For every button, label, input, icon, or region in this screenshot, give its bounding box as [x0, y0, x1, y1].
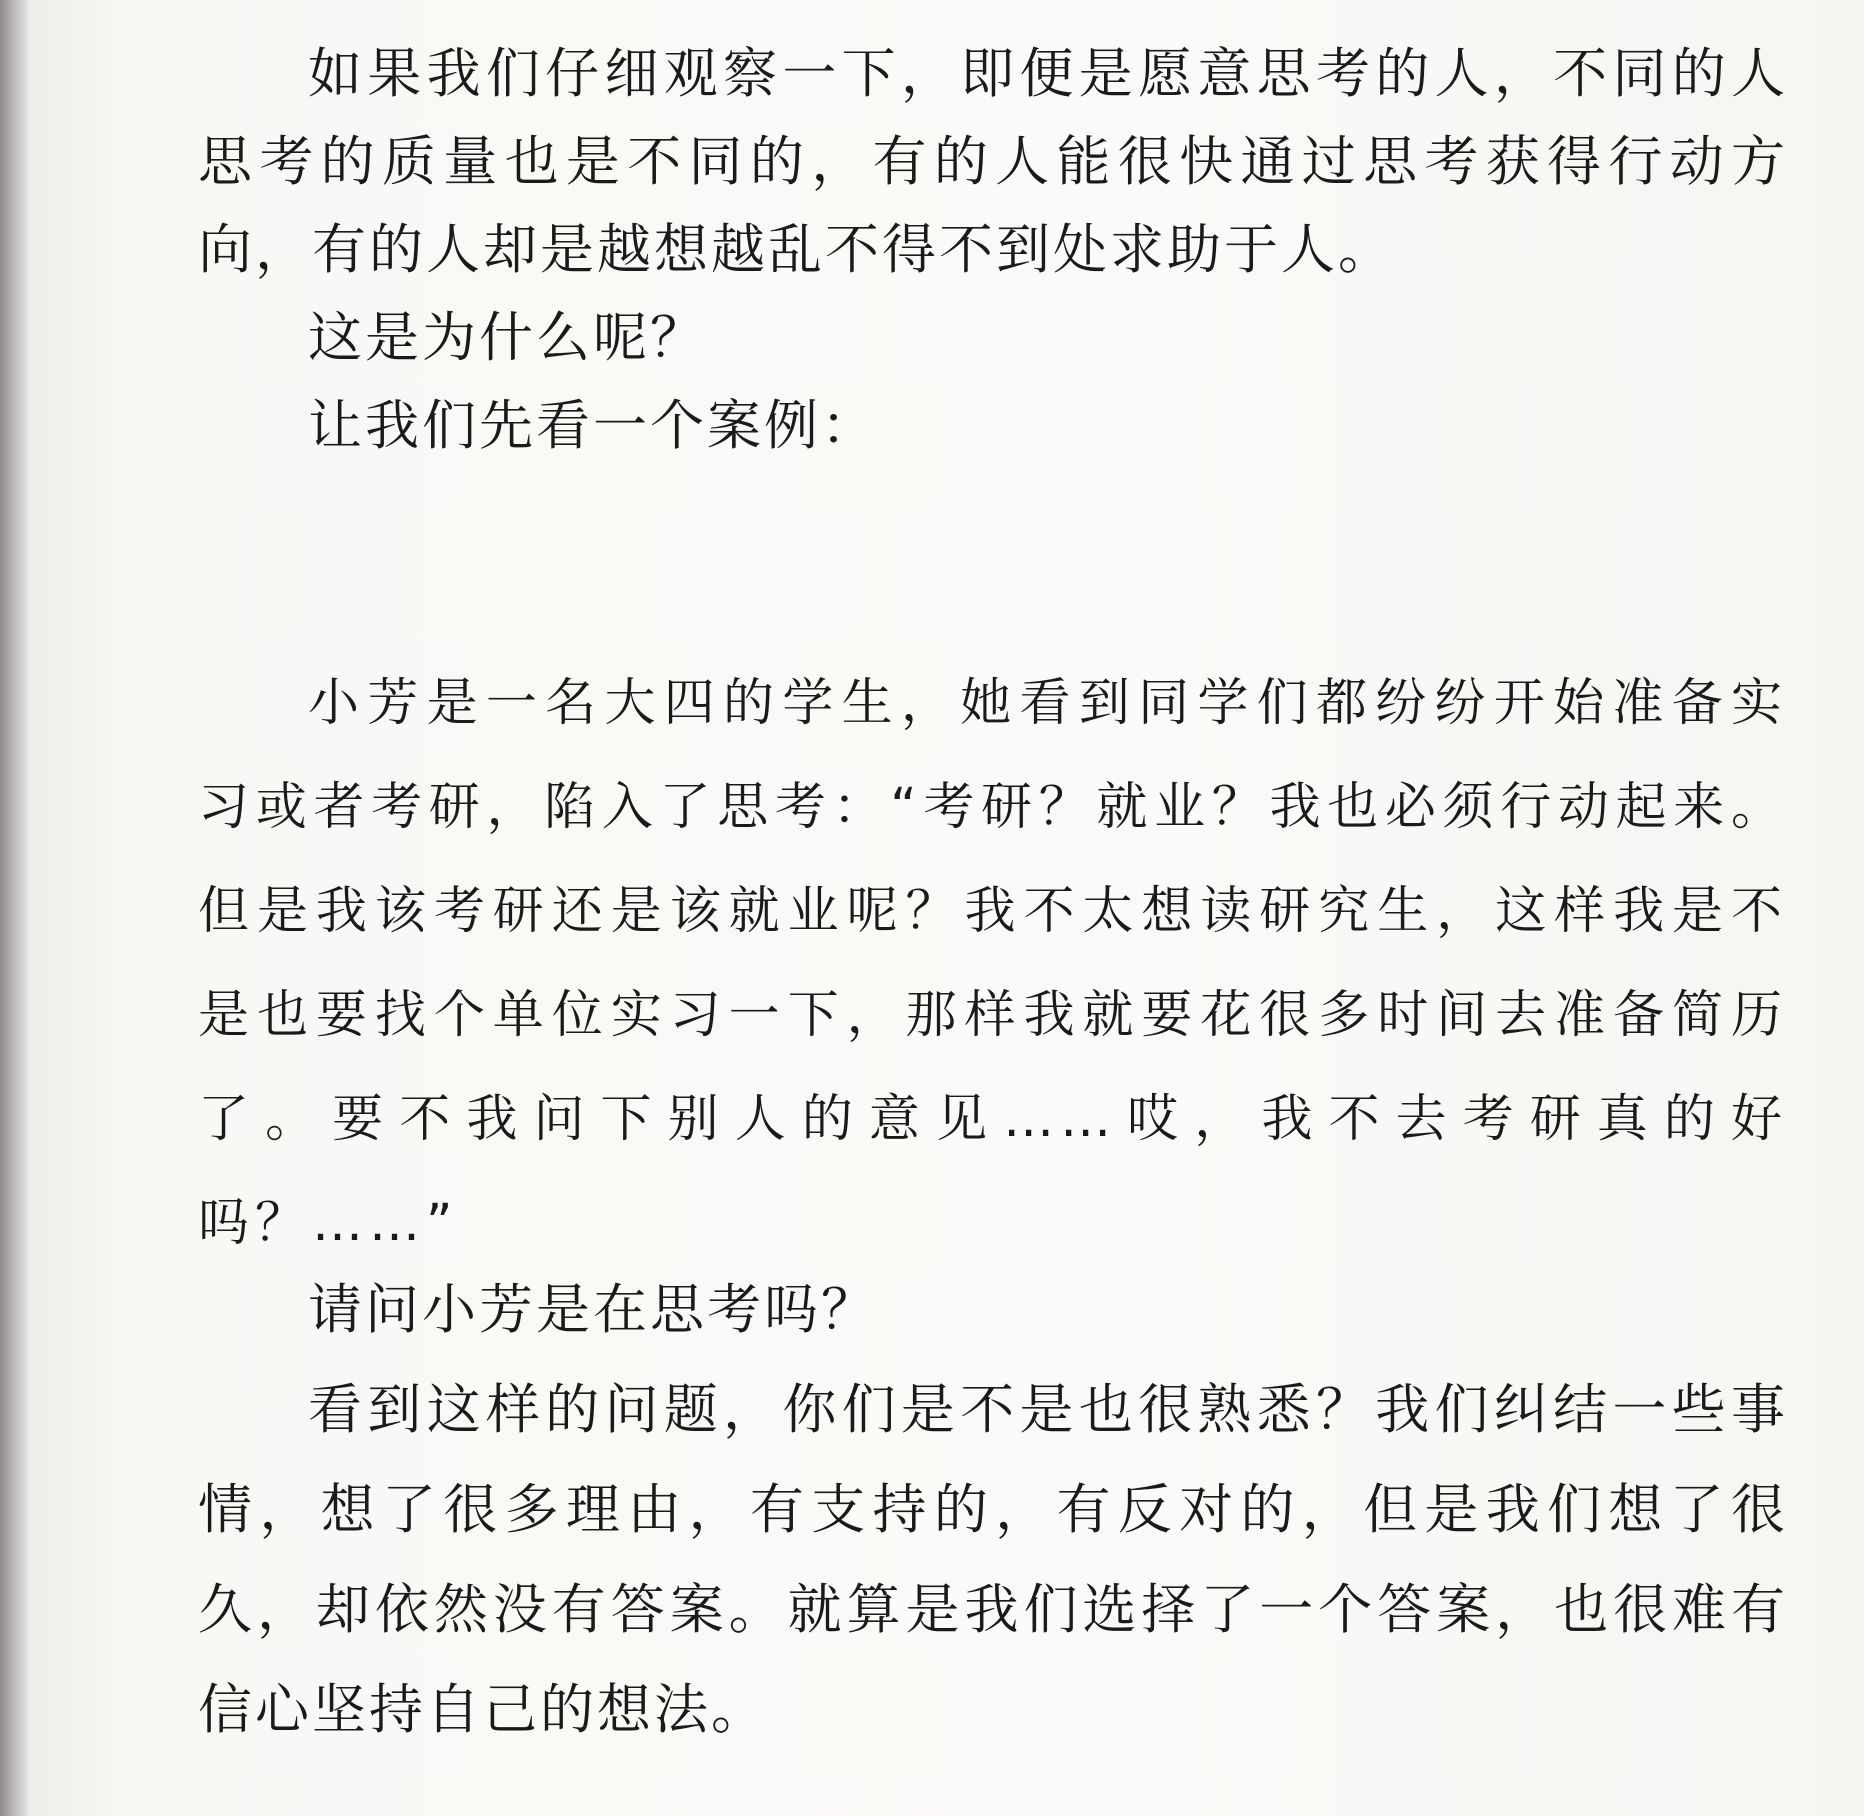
intro-question: 这是为什么呢？ [308, 306, 707, 369]
discussion-paragraph: 看到这样的问题，你们是不是也很熟悉？我们纠结一些事情，想了很多理由，有支持的，有反对的，但是我们想了很久，却依然没有答案。就算是我们选择了一个答案，也很难有信心坚持自己的想法。 [198, 1378, 1788, 1741]
book-binding-edge [0, 0, 28, 1816]
intro-section [198, 30, 1788, 470]
discussion-section [198, 1260, 1788, 1760]
intro-paragraph-1: 如果我们仔细观察一下，即便是愿意思考的人，不同的人思考的质量也是不同的，有的人能很快通过思考获得行动方向，有的人却是越想越乱不得不到处求助于人。 [198, 42, 1788, 281]
case-study-paragraph: 小芳是一名大四的学生，她看到同学们都纷纷开始准备实习或者考研，陷入了思考：“考研？就业？我也必须行动起来。但是我该考研还是该就业呢？我不太想读研究生，这样我是不是也要找个单位实习一下，那样我就要花很多时间去准备简历了。要不我问下别人的意见……哎，我不去考研真的好吗？……” [198, 674, 1788, 1253]
discussion-question: 请问小芳是在思考吗？ [308, 1278, 878, 1341]
book-page [28, 0, 1864, 1816]
intro-case-lead: 让我们先看一个案例： [308, 394, 878, 457]
case-study-section [198, 652, 1788, 1276]
